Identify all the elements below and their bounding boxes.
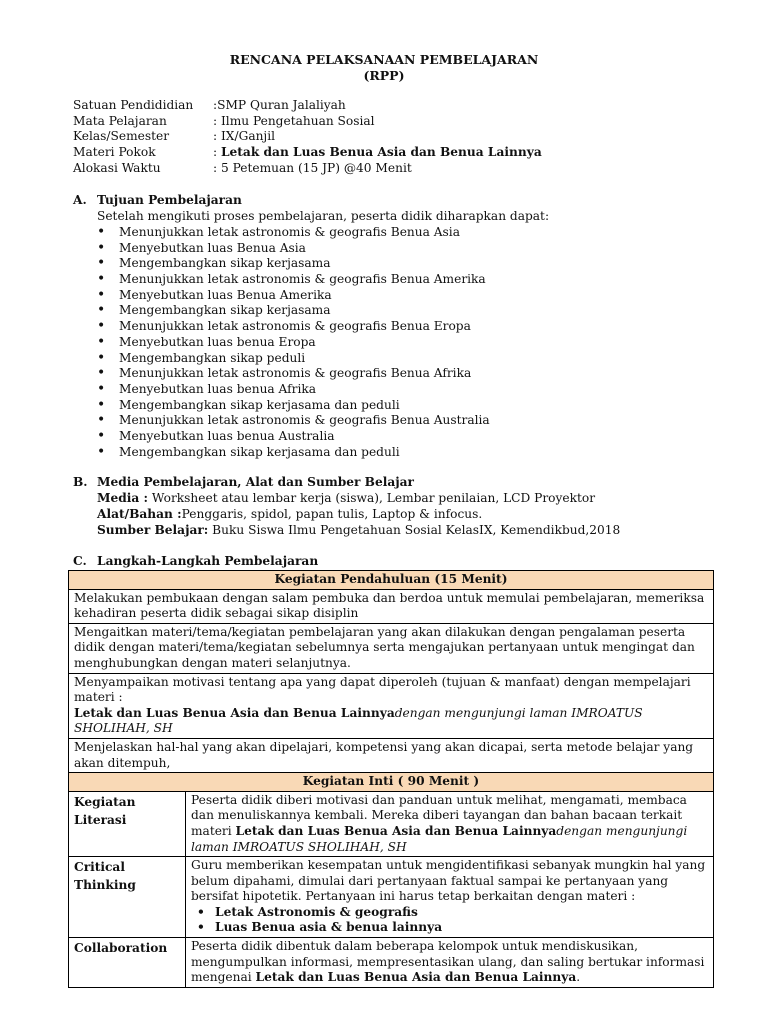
alat-value: Penggaris, spidol, papan tulis, Laptop & infocus. — [181, 507, 483, 521]
critical-label: Critical Thinking — [69, 857, 186, 938]
sumber-row — [97, 523, 620, 539]
step-text: Peserta didik diberi motivasi dan panduan untuk melihat, mengamati, membaca dan menuliskannya kembali. Mereka diberi tayangan dan bahan bacaan terkait materi — [191, 792, 687, 838]
step-text: Peserta didik dibentuk dalam beberapa kelompok untuk mendiskusikan, mengumpulkan informasi, mempresentasikan ulang, dan saling bertukar informasi mengenai — [191, 939, 705, 985]
info-label: Alokasi Waktu — [73, 160, 161, 175]
media-block — [97, 491, 620, 539]
alat-row — [97, 507, 620, 523]
alat-label: Alat/Bahan : — [97, 507, 182, 521]
list-item: • Menunjukkan letak astronomis & geografis Benua Eropa — [97, 319, 490, 335]
collab-label: Collaboration — [69, 938, 186, 988]
table-row — [69, 857, 714, 938]
section-title: Tujuan Pembelajaran — [97, 193, 242, 207]
info-prefix: : — [213, 145, 221, 160]
info-row-mapel — [73, 114, 542, 130]
table-row — [69, 623, 714, 673]
pendahuluan-step-2: Mengaitkan materi/tema/kegiatan pembelajaran yang akan dilakukan dengan pengalaman peserta didik dengan materi/tema/kegiatan sebelumnya serta mengajukan pertanyaan untuk mengingat dan menghubungkan dengan materi selanjutnya. — [69, 623, 714, 673]
table-row — [69, 773, 714, 792]
steps-table — [68, 570, 714, 988]
section-c-heading — [73, 554, 318, 570]
list-item: • Menyebutkan luas benua Australia — [97, 429, 490, 445]
section-title: Langkah-Langkah Pembelajaran — [97, 554, 319, 568]
collab-content — [186, 938, 714, 988]
list-item: • Menyebutkan luas Benua Amerika — [97, 288, 490, 304]
step-bold-topic: Letak dan Luas Benua Asia dan Benua Lainnya — [255, 970, 577, 985]
list-item: • Menunjukkan letak astronomis & geografis Benua Asia — [97, 225, 490, 241]
step-end: . — [576, 970, 581, 985]
info-label: Mata Pelajaran — [73, 113, 167, 128]
pendahuluan-step-3 — [69, 673, 714, 738]
media-row — [97, 491, 620, 507]
info-value: : IX/Ganjil — [213, 129, 276, 144]
sumber-value: Buku Siswa Ilmu Pengetahuan Sosial KelasIX, Kemendikbud,2018 — [208, 523, 621, 537]
info-value: : Ilmu Pengetahuan Sosial — [213, 113, 375, 128]
info-value: : 5 Petemuan (15 JP) @40 Menit — [213, 160, 412, 175]
step-bold-topic: Letak dan Luas Benua Asia dan Benua Lainnya — [235, 823, 557, 838]
pendahuluan-header: Kegiatan Pendahuluan (15 Menit) — [69, 571, 714, 590]
table-row — [69, 738, 714, 772]
sumber-label: Sumber Belajar: — [97, 523, 209, 537]
table-row — [69, 571, 714, 590]
step-italic-source: dengan mengunjungi laman IMROATUS SHOLIHAH, SH — [191, 823, 688, 854]
list-item: • Mengembangkan sikap kerjasama — [97, 303, 490, 319]
info-row-kelas — [73, 129, 542, 145]
info-label: Satuan Pendididian — [73, 98, 194, 112]
info-row-alokasi — [73, 161, 542, 177]
info-label: Materi Pokok — [73, 145, 156, 160]
list-item: • Mengembangkan sikap kerjasama dan peduli — [97, 445, 490, 461]
step-bold-topic: Letak dan Luas Benua Asia dan Benua Lainnya — [74, 705, 395, 720]
pendahuluan-step-1: Melakukan pembukaan dengan salam pembuka dan berdoa untuk memulai pembelajaran, memeriksa kehadiran peserta didik sebagai sikap disiplin — [69, 589, 714, 623]
info-label: Kelas/Semester — [73, 129, 170, 144]
step-text: Menyampaikan motivasi tentang apa yang dapat diperoleh (tujuan & manfaat) dengan mempelajari materi : — [74, 674, 691, 705]
section-a-heading — [73, 193, 242, 209]
table-row — [69, 938, 714, 988]
table-row — [69, 791, 714, 856]
info-value: :SMP Quran Jalaliyah — [213, 98, 346, 112]
list-item: • Mengembangkan sikap kerjasama — [97, 256, 490, 272]
objectives-list — [97, 225, 490, 460]
list-item: • Menyebutkan luas benua Eropa — [97, 335, 490, 351]
identity-block — [73, 98, 542, 176]
section-title: Media Pembelajaran, Alat dan Sumber Belajar — [97, 475, 414, 489]
list-item: • Menunjukkan letak astronomis & geografis Benua Afrika — [97, 366, 490, 382]
doc-subtitle: (RPP) — [363, 68, 405, 83]
section-letter: A. — [73, 193, 87, 207]
list-item: • Menyebutkan luas Benua Asia — [97, 241, 490, 257]
critical-content — [186, 857, 714, 938]
list-item: • Mengembangkan sikap kerjasama dan peduli — [97, 398, 490, 414]
info-row-satuan — [73, 98, 542, 114]
media-value: Worksheet atau lembar kerja (siswa), Lembar penilaian, LCD Proyektor — [148, 491, 596, 505]
section-letter: B. — [73, 475, 88, 489]
step-text: Guru memberikan kesempatan untuk mengidentifikasi sebanyak mungkin hal yang belum dipahami, dimulai dari pertanyaan faktual sampai ke pertanyaan yang bersifat hipotetik. Pertanyaan ini harus tetap berkaitan dengan materi : — [191, 858, 706, 904]
list-item: • Luas Benua asia & benua lainnya — [191, 920, 708, 936]
info-value: Letak dan Luas Benua Asia dan Benua Lainnya — [220, 145, 542, 160]
step-italic-source: dengan mengunjungi laman IMROATUS SHOLIHAH, SH — [74, 705, 643, 736]
section-a-intro: Setelah mengikuti proses pembelajaran, peserta didik diharapkan dapat: — [97, 209, 550, 223]
pendahuluan-step-4: Menjelaskan hal-hal yang akan dipelajari, kompetensi yang akan dicapai, serta metode belajar yang akan ditempuh, — [69, 738, 714, 772]
list-item: • Letak Astronomis & geografis — [191, 905, 708, 921]
doc-title: RENCANA PELAKSANAAN PEMBELAJARAN — [229, 52, 539, 67]
list-item: • Mengembangkan sikap peduli — [97, 351, 490, 367]
media-label: Media : — [97, 491, 149, 505]
section-letter: C. — [73, 554, 87, 568]
table-row — [69, 589, 714, 623]
table-row — [69, 673, 714, 738]
critical-list — [191, 905, 708, 936]
inti-header: Kegiatan Inti ( 90 Menit ) — [69, 773, 714, 792]
literasi-label: Kegiatan Literasi — [69, 791, 186, 856]
list-item: • Menyebutkan luas benua Afrika — [97, 382, 490, 398]
list-item: • Menunjukkan letak astronomis & geografis Benua Australia — [97, 413, 490, 429]
info-row-materi — [73, 145, 542, 161]
literasi-content — [186, 791, 714, 856]
section-b-heading — [73, 475, 414, 491]
list-item: • Menunjukkan letak astronomis & geografis Benua Amerika — [97, 272, 490, 288]
